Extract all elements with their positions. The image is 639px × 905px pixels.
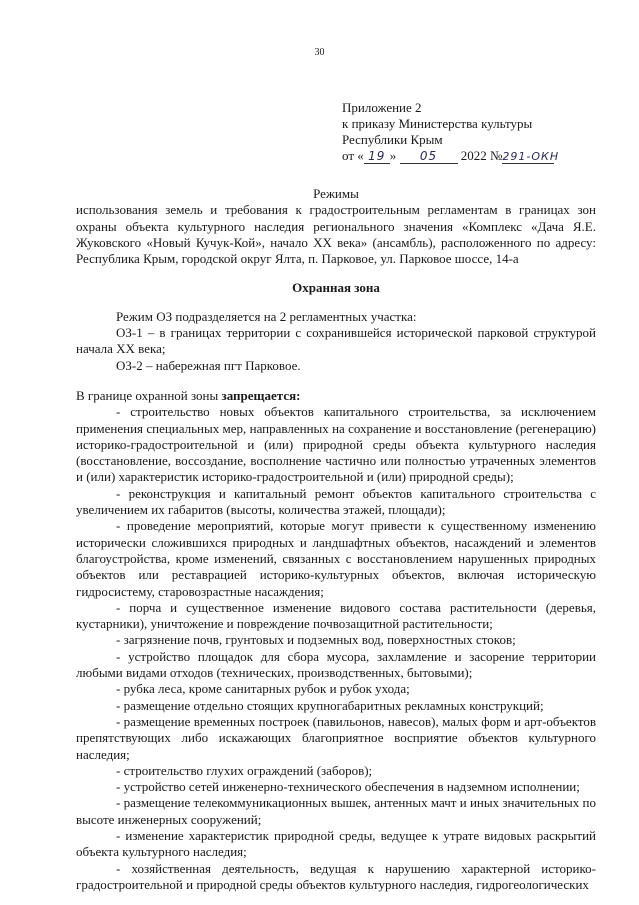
- list-item: - реконструкция и капитальный ремонт объектов капитального строительства с увеличением их габаритов (высоты, количества этажей, площади);: [76, 485, 596, 518]
- list-item: - порча и существенное изменение видового состава растительности (деревья, кустарники), уничтожение и повреждение почвозащитной растительности;: [76, 599, 596, 632]
- title-description: использования земель и требования к градостроительным регламентам в границах зон охраны объекта культурного наследия регионального значения «Комплекс «Дача Я.Е. Жуковского «Новый Кучук-Кой», начало XX века» (ансамбль), расположенного по адресу: Республика Крым, городской округ Ялта, п. Парковое, ул. Парковое шоссе, 14-а: [76, 202, 596, 267]
- year-and-number-label: 2022 №: [460, 148, 503, 163]
- list-item: - хозяйственная деятельность, ведущая к нарушению характерной историко-градостроительной и природной среды объектов культурного наследия, гидрогеологических: [76, 860, 596, 892]
- date-mid: »: [389, 148, 397, 163]
- appendix-line-2: к приказу Министерства культуры: [342, 116, 533, 131]
- section-heading-protection-zone: Охранная зона: [292, 280, 380, 296]
- list-item: - устройство площадок для сбора мусора, захламление и засорение территории любыми видами отходов (технических, производственных, бытовыми);: [76, 648, 596, 681]
- handwritten-order-number: 291-ОКН: [502, 150, 560, 163]
- order-date-line: [342, 148, 560, 164]
- list-item: - размещение телекоммуникационных вышек, антенных мачт и иных значительных по высоте инженерных сооружений;: [76, 795, 596, 827]
- handwritten-day: 19: [364, 150, 390, 164]
- list-item: - строительство новых объектов капитального строительства, за исключением применения специальных мер, направленных на сохранение и восстановление (регенерацию) историко-градостроительной и (или) природной среды объекта культурного наследия (восстановление, воссоздание, восполнение частично или полностью утраченных элементов и (или) характеристик историко-градостроительной и (или) природной среды);: [76, 404, 596, 485]
- list-item: - загрязнение почв, грунтовых и подземных вод, поверхностных стоков;: [116, 632, 516, 648]
- list-item: - устройство сетей инженерно-технического обеспечения в надземном исполнении;: [116, 779, 580, 795]
- intro-paragraph: ОЗ-2 – набережная пгт Парковое.: [116, 357, 301, 373]
- date-prefix: от «: [342, 148, 364, 163]
- list-item: - размещение временных построек (павильонов, навесов), малых форм и арт-объектов препятствующих либо искажающих благоприятное восприятие объектов культурного наследия;: [76, 713, 596, 762]
- list-item: - изменение характеристик природной среды, ведущее к утрате видовых раскрытий объекта культурного наследия;: [76, 827, 596, 860]
- page-number: 30: [314, 47, 325, 58]
- intro-paragraph: Режим ОЗ подразделяется на 2 регламентных участка:: [116, 308, 417, 324]
- document-title: Режимы: [313, 186, 359, 201]
- list-item: - размещение отдельно стоящих крупногабаритных рекламных конструкций;: [116, 697, 544, 713]
- appendix-line-1: Приложение 2: [342, 100, 422, 115]
- appendix-block: [342, 100, 560, 164]
- list-item: - рубка леса, кроме санитарных рубок и рубок ухода;: [116, 681, 410, 697]
- document-body: [76, 186, 596, 893]
- handwritten-month: 05: [400, 150, 458, 164]
- list-item: - строительство глухих ограждений (заборов);: [116, 762, 373, 778]
- prohibition-lead: [76, 388, 596, 404]
- prohibition-lead-text: В границе охранной зоны: [76, 387, 222, 403]
- intro-paragraph: ОЗ-1 – в границах территории с сохранившейся исторической парковой структурой начала XX века;: [76, 325, 596, 357]
- appendix-line-3: Республики Крым: [342, 132, 443, 147]
- list-item: - проведение мероприятий, которые могут привести к существенному изменению исторически сложившихся природных и ландшафтных объектов, насаждений и элементов благоустройства, кроме изменений, связанных с восстановлением нарушенных природных объектов или реставрацией историко-культурных объектов, включая историческую гидросистему, старовозрастные насаждения;: [76, 518, 596, 599]
- prohibition-lead-bold: запрещается:: [221, 387, 301, 403]
